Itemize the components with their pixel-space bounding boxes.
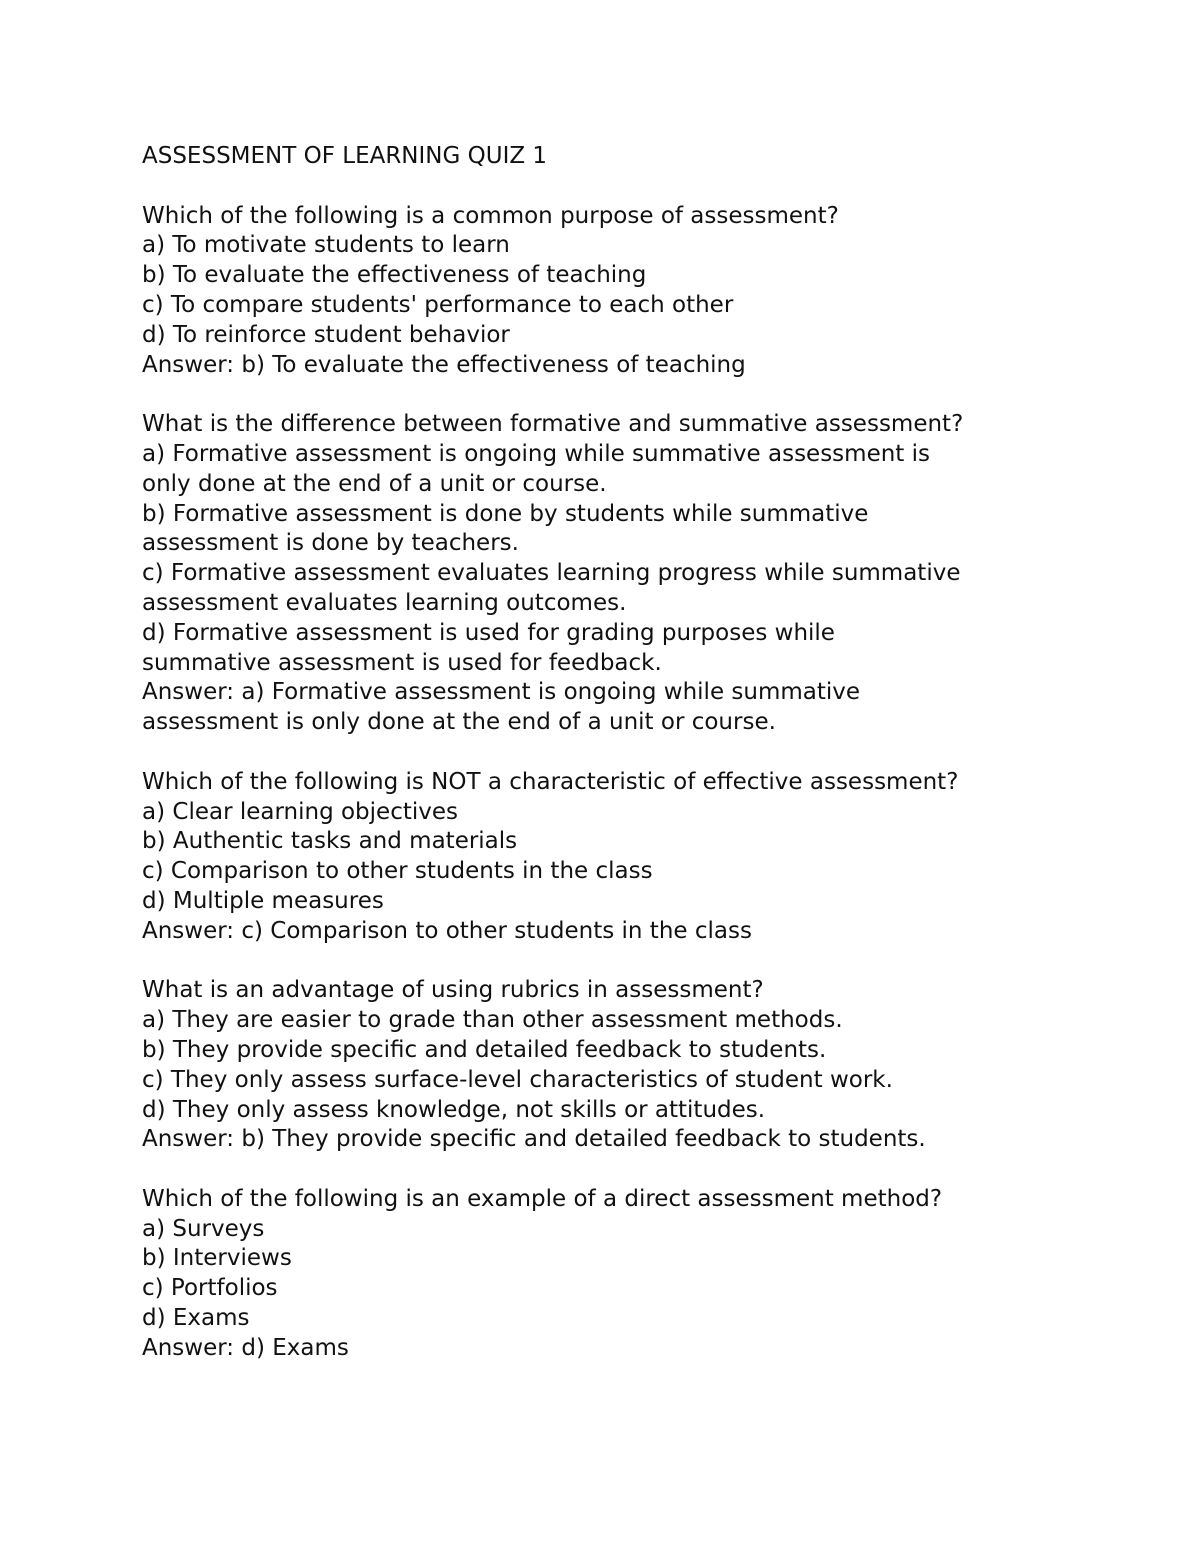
question-3-prompt: Which of the following is NOT a characteristic of effective assessment? bbox=[142, 768, 959, 795]
question-1-option-a: a) To motivate students to learn bbox=[142, 232, 510, 259]
question-4-option-b: b) They provide specific and detailed feedback to students. bbox=[142, 1036, 827, 1063]
question-1-option-c: c) To compare students' performance to each other bbox=[142, 291, 734, 318]
question-3-option-a: a) Clear learning objectives bbox=[142, 798, 458, 825]
question-2-answer-continued: assessment is only done at the end of a unit or course. bbox=[142, 709, 776, 736]
document-body bbox=[142, 142, 1082, 1393]
question-5-option-b: b) Interviews bbox=[142, 1245, 292, 1272]
question-4-answer: Answer: b) They provide specific and detailed feedback to students. bbox=[142, 1126, 926, 1153]
question-3-answer: Answer: c) Comparison to other students in the class bbox=[142, 917, 752, 944]
question-3-option-c: c) Comparison to other students in the class bbox=[142, 858, 653, 885]
question-2-option-c: c) Formative assessment evaluates learning progress while summative bbox=[142, 560, 961, 587]
question-1-option-d: d) To reinforce student behavior bbox=[142, 321, 510, 348]
question-2-option-b-continued: assessment is done by teachers. bbox=[142, 530, 519, 557]
question-2-option-c-continued: assessment evaluates learning outcomes. bbox=[142, 589, 627, 616]
question-1-option-b: b) To evaluate the effectiveness of teaching bbox=[142, 262, 647, 289]
question-1 bbox=[142, 202, 1082, 381]
question-5-option-c: c) Portfolios bbox=[142, 1275, 278, 1302]
question-2-answer: Answer: a) Formative assessment is ongoing while summative bbox=[142, 679, 861, 706]
question-4-option-c: c) They only assess surface-level characteristics of student work. bbox=[142, 1066, 893, 1093]
question-3-option-b: b) Authentic tasks and materials bbox=[142, 828, 518, 855]
question-4-option-d: d) They only assess knowledge, not skills or attitudes. bbox=[142, 1096, 766, 1123]
question-2-option-d: d) Formative assessment is used for grading purposes while bbox=[142, 619, 835, 646]
question-4 bbox=[142, 976, 1082, 1155]
question-3 bbox=[142, 768, 1082, 947]
question-2-option-a: a) Formative assessment is ongoing while summative assessment is bbox=[142, 440, 930, 467]
question-5-answer: Answer: d) Exams bbox=[142, 1334, 349, 1361]
document-title: ASSESSMENT OF LEARNING QUIZ 1 bbox=[142, 143, 548, 169]
question-4-option-a: a) They are easier to grade than other assessment methods. bbox=[142, 1007, 843, 1034]
question-2-option-b: b) Formative assessment is done by students while summative bbox=[142, 500, 869, 527]
question-5-option-d: d) Exams bbox=[142, 1305, 250, 1332]
question-5-option-a: a) Surveys bbox=[142, 1215, 265, 1242]
question-1-prompt: Which of the following is a common purpose of assessment? bbox=[142, 202, 839, 229]
question-2-option-a-continued: only done at the end of a unit or course. bbox=[142, 470, 607, 497]
question-2 bbox=[142, 410, 1082, 738]
question-5 bbox=[142, 1185, 1082, 1364]
question-3-option-d: d) Multiple measures bbox=[142, 887, 384, 914]
question-4-prompt: What is an advantage of using rubrics in assessment? bbox=[142, 977, 764, 1004]
question-1-answer: Answer: b) To evaluate the effectiveness of teaching bbox=[142, 351, 746, 378]
question-2-prompt: What is the difference between formative and summative assessment? bbox=[142, 411, 964, 438]
question-2-option-d-continued: summative assessment is used for feedback. bbox=[142, 649, 662, 676]
question-5-prompt: Which of the following is an example of a direct assessment method? bbox=[142, 1185, 943, 1212]
